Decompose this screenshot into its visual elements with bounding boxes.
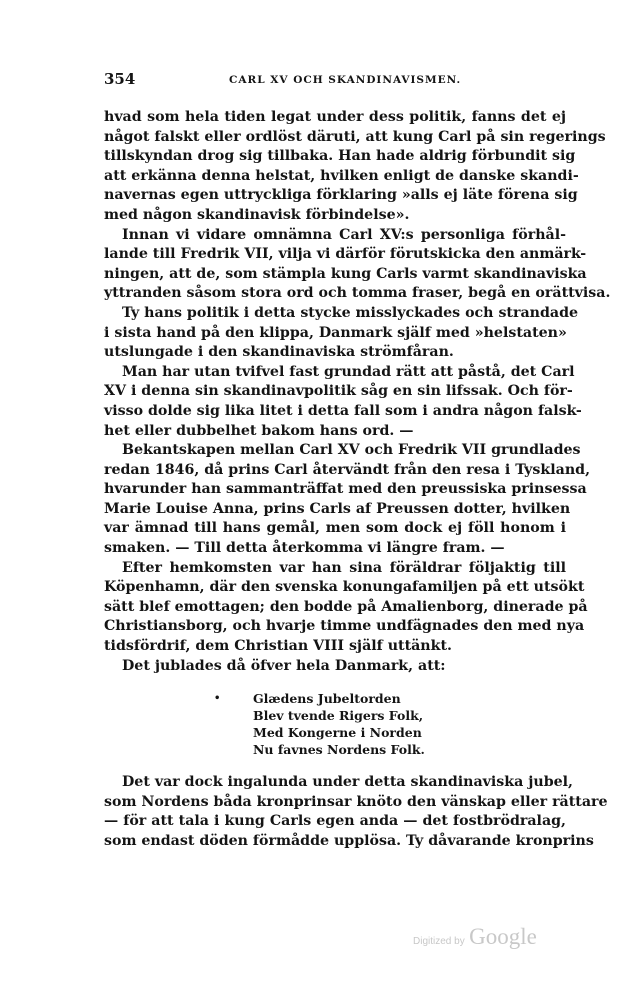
text-line: het eller dubbelhet bakom hans ord. —	[104, 422, 414, 439]
text-line: Efter hemkomsten var han sina föräldrar följaktig till	[122, 559, 566, 576]
paragraph	[104, 559, 588, 657]
paragraph	[104, 657, 566, 677]
text-line: smaken. — Till detta återkomma vi längre fram. —	[104, 540, 505, 557]
page-header	[104, 70, 566, 92]
text-line: Det jublades då öfver hela Danmark, att:	[122, 657, 446, 674]
text-line: Innan vi vidare omnämna Carl XV:s personliga förhål-	[122, 226, 566, 243]
text-line: navernas egen uttryckliga förklaring »alls ej läte förena sig	[104, 187, 578, 204]
page-number: 354	[104, 70, 136, 88]
verse-line: Nu favnes Nordens Folk.	[253, 742, 425, 757]
text-line: redan 1846, då prins Carl återvändt från den resa i Tyskland,	[104, 461, 591, 478]
paragraph	[104, 363, 582, 441]
text-line: som endast döden förmådde upplösa. Ty dåvarande kronprins	[104, 832, 594, 849]
text-line: med någon skandinavisk förbindelse».	[104, 206, 410, 223]
text-line: Marie Louise Anna, prins Carls af Preussen dotter, hvilken	[104, 500, 571, 517]
body-text-bottom	[104, 773, 608, 851]
text-line: Christiansborg, och hvarje timme undfägnades den med nya	[104, 618, 585, 635]
text-line: hvarunder han sammanträffat med den preussiska prinsessa	[104, 481, 587, 498]
text-line: Man har utan tvifvel fast grundad rätt att påstå, det Carl	[122, 363, 575, 380]
text-line: sätt blef emottagen; den bodde på Amalienborg, dinerade på	[104, 598, 588, 615]
verse-line: Glædens Jubeltorden	[253, 691, 401, 706]
paragraph	[104, 108, 606, 226]
paragraph	[104, 304, 579, 363]
verse-block	[253, 690, 425, 758]
paragraph	[104, 441, 591, 559]
text-line: yttranden såsom stora ord och tomma fraser, begå en orättvisa.	[104, 285, 611, 302]
verse-mark: •	[214, 693, 221, 704]
text-line: Ty hans politik i detta stycke misslyckades och strandade	[122, 304, 579, 321]
text-line: ningen, att de, som stämpla kung Carls varmt skandinaviska	[104, 265, 587, 282]
running-title: CARL XV OCH SKANDINAVISMEN.	[229, 74, 462, 86]
verse-line: Med Kongerne i Norden	[253, 725, 422, 740]
text-line: — för att tala i kung Carls egen anda — det fostbrödralag,	[104, 813, 566, 830]
text-line: tillskyndan drog sig tillbaka. Han hade aldrig förbundit sig	[104, 148, 576, 165]
text-line: i sista hand på den klippa, Danmark själf med »helstaten»	[104, 324, 567, 341]
text-line: att erkänna denna helstat, hvilken enligt de danske skandi-	[104, 167, 579, 184]
body-text-top	[104, 108, 611, 676]
text-line: lande till Fredrik VII, vilja vi därför förutskicka den anmärk-	[104, 246, 587, 263]
text-line: XV i denna sin skandinavpolitik såg en sin lifssak. Och för-	[104, 383, 573, 400]
watermark-small-text: Digitized by	[413, 936, 465, 947]
text-line: Bekantskapen mellan Carl XV och Fredrik VII grundlades	[122, 442, 581, 459]
text-line: något falskt eller ordlöst däruti, att kung Carl på sin regerings	[104, 128, 606, 145]
text-line: hvad som hela tiden legat under dess politik, fanns det ej	[104, 109, 566, 125]
text-line: visso dolde sig lika litet i detta fall som i andra någon falsk-	[104, 402, 582, 419]
digitized-by-google-watermark	[413, 924, 537, 950]
paragraph	[104, 773, 608, 851]
text-line: Köpenhamn, där den svenska konungafamiljen på ett utsökt	[104, 579, 585, 596]
text-line: som Nordens båda kronprinsar knöto den vänskap eller rättare	[104, 793, 608, 810]
paragraph	[104, 226, 611, 304]
text-line: utslungade i den skandinaviska strömfåran.	[104, 344, 454, 361]
text-line: tidsfördrif, dem Christian VIII själf uttänkt.	[104, 638, 452, 655]
verse-line: Blev tvende Rigers Folk,	[253, 708, 424, 723]
text-line: Det var dock ingalunda under detta skandinaviska jubel,	[122, 774, 573, 790]
text-line: var ämnad till hans gemål, men som dock ej föll honom i	[104, 520, 566, 537]
watermark-google-text: Google	[469, 924, 537, 949]
